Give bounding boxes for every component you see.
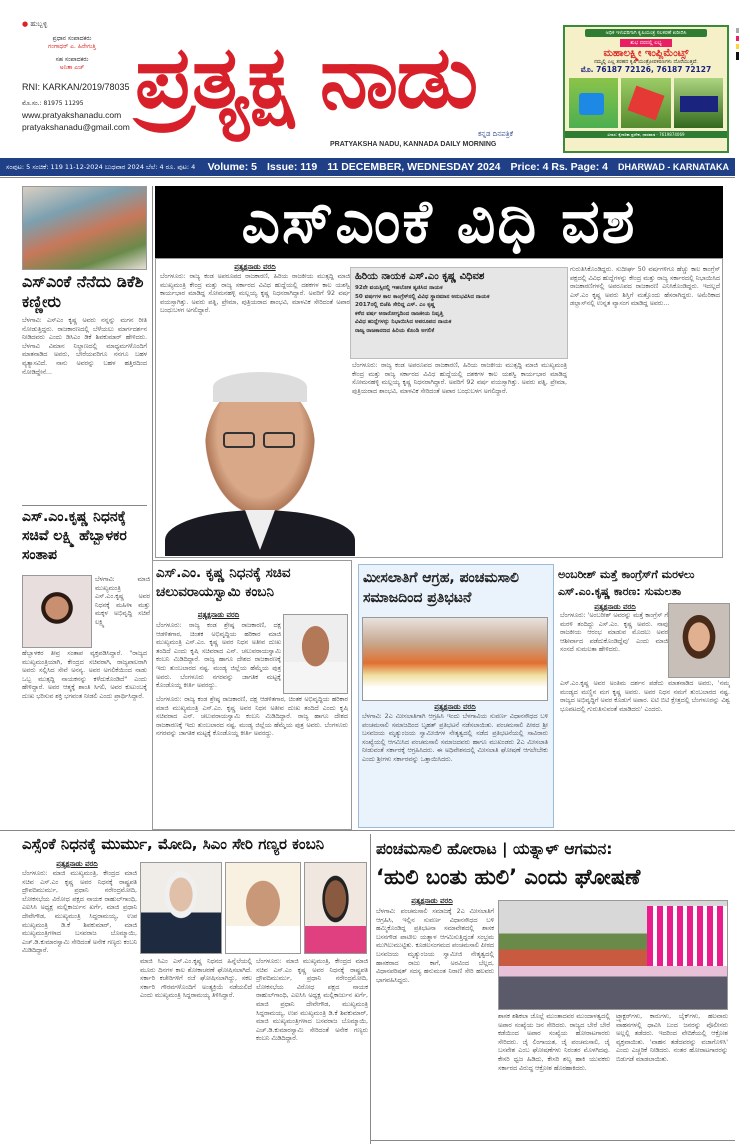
story-sumalatha-byline: ಪ್ರತ್ಯಕ್ಷನಾಡು ವರದಿ [594,603,636,611]
lead-body-middle: ಬೆಂಗಳೂರು: ರಾಜ್ಯ ಕಂಡ ಅಪರೂಪದ ರಾಜಕಾರಣಿ, ಹಿರಿಯ ರಾಜಕೀಯ ಮುತ್ಸದ್ದಿ ಮಾಜಿ ಮುಖ್ಯಮಂತ್ರಿ ಕೇಂದ್ರ ಮತ್ತು ರಾಜ್ಯ ಸರ್ಕಾರದ ವಿವಿಧ ಹುದ್ದೆಯಲ್ಲಿ ದಶಕಗಳ ಕಾಲ ಯಶಸ್ವಿ ಕಾರ್ಯಭಾರ ಮಾಡಿದ್ದ ಸೋಮನಹಳ್ಳಿ ಮಲ್ಲಯ್ಯ ಕೃಷ್ಣ ನಿಧನರಾಗಿದ್ದಾರೆ. ಅವರಿಗೆ 92 ವರ್ಷ ವಯಸ್ಸಾಗಿತ್ತು. ಅವರು ಪತ್ನಿ, ಪ್ರೇಮಾ, ಪುತ್ರಿಯರಾದ ಶಾಂಭವಿ, ಮಾಳವಿಕ ಸೇರಿದಂತೆ ಅಪಾರ ಬಂಧುಬಳಗ ಅಗಲಿದ್ದಾರೆ. [352,362,567,395]
editor-name: ಗಂಗಾಧರ್ ಎ. ಹಿರೇಗುತ್ತಿ [48,43,96,50]
subtitle-english: PRATYAKSHA NADU, KANNADA DAILY MORNING [330,141,497,148]
story-tributes-body-col2: ಮಾಜಿ ಸಿಎಂ ಎಸ್.ಎಂ.ಕೃಷ್ಣ ನಿಧನದ ಹಿನ್ನೆಲೆಯಲ್ಲಿ ಮೂರು ದಿನಗಳ ಕಾಲ ಶೋಕಾಚರಣೆ ಘೋಷಿಸಲಾಗಿದೆ. ಸರ್ಕಾರಿ ಕಚೇರಿಗಳಿಗೆ ರಜೆ ಘೋಷಿಸಲಾಗಿದ್ದು, ಸಕಲ ಸರ್ಕಾರಿ ಗೌರವಗಳೊಂದಿಗೆ ಅಂತ್ಯಕ್ರಿಯೆ ನಡೆಯಲಿದೆ ಎಂದು ಮುಖ್ಯಮಂತ್ರಿ ಸಿದ್ದರಾಮಯ್ಯ ತಿಳಿಸಿದ್ದಾರೆ. [140,958,252,1000]
story-yatnal-body: ಬೆಳಗಾವಿ: ಪಂಚಮಸಾಲಿ ಸಮಾಜಕ್ಕೆ 2ಎ ಮೀಸಲಾತಿಗೆ ಆಗ್ರಹಿಸಿ, ಇಲ್ಲಿನ ಸುವರ್ಣ ವಿಧಾನಸೌಧದ ಬಳಿ ಹಮ್ಮಿಕೊಂಡಿದ್ದ ಪ್ರತಿಭಟನಾ ಸಮಾವೇಶದಲ್ಲಿ ಶಾಸಕ ಬಸನಗೌಡ ಪಾಟೀಲ ಯತ್ನಾಳ ಆಗಮಿಸುತ್ತಿದ್ದಂತೆ ಸಂಭ್ರಮ ಮುಗಿಲುಮುಟ್ಟಿತು. ಕೂಡಲಸಂಗಮದ ಪಂಚಮಸಾಲಿ ಪೀಠದ ಬಸವಜಯ ಮೃತ್ಯುಂಜಯ ಸ್ವಾಮೀಜಿ ನೇತೃತ್ವದಲ್ಲಿ ಹಾಸಕರಾದ ರಾಜು ಕಾಗೆ, ಅರವಿಂದ ಬೆಲ್ಲದ, ವಿಧಾನಪರಿಷತ್ ಸದಸ್ಯ ಹನುಮಂತ ನಿರಾಣಿ ಸೇರಿ ಹಲವರು ಭಾಗವಹಿಸಿದ್ದರು. [376,908,494,984]
lead-byline: ಪ್ರತ್ಯಕ್ಷನಾಡು ವರದಿ [234,263,276,271]
masthead-left-info [22,20,152,132]
issue-info-bar [0,158,735,176]
newspaper-title: ಪ್ರತ್ಯಕ್ಷ ನಾಡು [135,27,477,128]
location-label: DHARWAD - KARNATAKA [618,162,729,172]
subtitle-kannada: ಕನ್ನಡ ದಿನಪತ್ರಿಕೆ [478,130,514,138]
bullet-icon: ● [22,20,29,28]
story-sumalatha-side: ಬೆಂಗಳೂರು: 'ಅಂಬರೀಶ್ ಅವರನ್ನು ಮತ್ತೆ ಕಾಂಗ್ರೆಸ್ ಗೆ ಮರಳಿ ತಂದಿದ್ದು ಎಸ್.ಎಂ. ಕೃಷ್ಣ ಅವರು. ನಾವು ರಾಜಕೀಯ ಆರಂಭ ಮಾಡುವ ಮೊದಲು ಅವರ ಆಶೀರ್ವಾದ ಪಡೆದುಕೊಂಡಿದ್ದೆವು' ಎಂದು ಮಾಜಿ ಸಂಸದೆ ಸುಮಲತಾ ಹೇಳಿದರು. [560,612,668,654]
divider [0,177,735,178]
lead-body: ಬೆಂಗಳೂರು: ರಾಜ್ಯ ಕಂಡ ಅಪರೂಪದ ರಾಜಕಾರಣಿ, ಹಿರಿಯ ರಾಜಕೀಯ ಮುತ್ಸದ್ದಿ ಮಾಜಿ ಮುಖ್ಯಮಂತ್ರಿ ಕೇಂದ್ರ ಮತ್ತು ರಾಜ್ಯ ಸರ್ಕಾರದ ವಿವಿಧ ಹುದ್ದೆಯಲ್ಲಿ ದಶಕಗಳ ಕಾಲ ಯಶಸ್ವಿ ಕಾರ್ಯಭಾರ ಮಾಡಿದ್ದ ಸೋಮನಹಳ್ಳಿ ಮಲ್ಲಯ್ಯ ಕೃಷ್ಣ ನಿಧನರಾಗಿದ್ದಾರೆ. ಅವರಿಗೆ 92 ವರ್ಷ ವಯಸ್ಸಾಗಿತ್ತು. ಅವರು ಪತ್ನಿ, ಪ್ರೇಮಾ, ಪುತ್ರಿಯರಾದ ಶಾಂಭವಿ, ಮಾಳವಿಕ ಸೇರಿದಂತೆ ಅಪಾರ ಬಂಧುಬಳಗ ಅಗಲಿದ್ದಾರೆ. [160,273,350,315]
rni-number: RNI: KARKAN/2019/78035 [22,82,130,92]
ad-image-rotavator [621,78,670,128]
issue-info-kannada: ಸಂಪುಟ: 5 ಸಂಚಿಕೆ: 119 11-12-2024 ಬುಧವಾರ 2024 ಬೆಲೆ: 4 ರೂ. ಪುಟ: 4 [6,162,196,171]
highlight-item: 50 ವರ್ಷಗಳ ಕಾಲ ಕಾಂಗ್ರೆಸ್‌ನಲ್ಲಿ ವಿವಿಧ ಸ್ಥಾನಮಾನ ಅನುಭವಿಸಿದ ನಾಯಕ [355,293,490,300]
dk-shivakumar-photo [22,186,147,270]
story-tributes-headline[interactable]: ಎಸ್ಸೆಂಕೆ ನಿಧನಕ್ಕೆ ಮುರ್ಮು, ಮೋದಿ, ಸಿಎಂ ಸೇರಿ ಗಣ್ಯರ ಕಂಬನಿ [22,835,325,853]
highlight-item: ರಾಜ್ಯ ರಾಜಕಾರಣದ ಹಿರಿಯ ಕೊಂಡಿ ಅಗಲಿಕೆ [355,327,435,334]
edition-label: ಹುಬ್ಬಳ್ಳಿ [30,20,48,28]
murmu-photo [304,862,367,954]
ad-image-plough [569,78,618,128]
story-hebbalkar-side: ಬೆಳಗಾವಿ: ಮಾಜಿ ಮುಖ್ಯಮಂತ್ರಿ ಎಸ್.ಎಂ.ಕೃಷ್ಣ ಅವರ ನಿಧನಕ್ಕೆ ಮಹಿಳಾ ಮತ್ತು ಮಕ್ಕಳ ಅಭಿವೃದ್ಧಿ ಸಚಿವೆ ಲಕ್ಷ್ಮಿ [95,576,150,626]
color-registration-marks [736,28,739,60]
story-chaluvarayaswamy-body: ಬೆಂಗಳೂರು: ರಾಜ್ಯ ಕಂಡ ಶ್ರೇಷ್ಠ ರಾಜಕಾರಣಿ, ದಕ್ಷ ಆಡಳಿತಗಾರ, ಚಿಂತಕ ಅಭಿವೃದ್ಧಿಯ ಹರಿಕಾರ ಮಾಜಿ ಮುಖ್ಯಮಂತ್ರಿ ಎಸ್.ಎಂ. ಕೃಷ್ಣ ಅವರ ನಿಧನ ಅತೀವ ದುಃಖ ತಂದಿದೆ ಎಂದು ಕೃಷಿ ಸಚಿವರಾದ ಎನ್. ಚಲುವರಾಯಸ್ವಾಮಿ ಕಂಬನಿ ಮಿಡಿದಿದ್ದಾರೆ. ರಾಜ್ಯ ಹಾಗೂ ದೇಶದ ರಾಜಕಾರಣಕ್ಕೆ ಇದು ತುಂಬಲಾರದ ನಷ್ಟ. ಮಂಡ್ಯ ಜಿಲ್ಲೆಯ ಹೆಮ್ಮೆಯ ಪುತ್ರ ಅವರು. ಬೆಂಗಳೂರು ನಗರವನ್ನು ಜಾಗತಿಕ ಮಟ್ಟಕ್ಕೆ ಕೊಂಡೊಯ್ದ ಕೀರ್ತಿ ಅವರದ್ದು. [156,622,281,690]
highlight-item: ವಿವಿಧ ಹುದ್ದೆಗಳನ್ನು ನಿಭಾಯಿಸಿದ ಅಪರೂಪದ ನಾಯಕ [355,319,452,325]
ad-image-trailer [674,78,723,128]
story-panchamasali-byline: ಪ್ರತ್ಯಕ್ಷನಾಡು ವರದಿ [434,703,476,711]
masthead [0,0,750,158]
divider [370,1140,735,1141]
ad-description: ನಮ್ಮಲ್ಲಿ ಎಲ್ಲ ತರಹದ ಕೃಷಿ ಯಂತ್ರೋಪಕರಣಗಳು ದೊರೆಯುತ್ತವೆ. [594,59,698,65]
highlight-item: ಕಳೆದ ವರ್ಷ ಅನಾರೋಗ್ಯದಿಂದ ರಾಜಕೀಯ ನಿವೃತ್ತಿ [355,310,444,317]
ad-company-name: ಮಹಾಲಕ್ಷ್ಮೀ ಇಂಪ್ಲಿಮೆಂಟ್ಸ್ [603,48,689,59]
price-label: Price: 4 Rs. Page: 4 [510,161,608,173]
volume-label: Volume: 5 [207,161,257,173]
story-dks-headline[interactable]: ಎಸ್‌ಎಂಕೆ ನೆನೆದು ಡಿಕೆಶಿ ಕಣ್ಣೀರು [22,272,144,311]
lead-headline-box [155,186,723,258]
date-label: 11 DECEMBER, WEDNESDAY 2024 [327,161,501,173]
story-panchamasali-headline[interactable]: ಮೀಸಲಾತಿಗೆ ಆಗ್ರಹ, ಪಂಚಮಸಾಲಿ ಸಮಾಜದಿಂದ ಪ್ರತಿಭಟನೆ [363,570,519,606]
story-sumalatha-body: ಎಸ್.ಎಂ.ಕೃಷ್ಣ ಅವರ ಅಂತಿಮ ದರ್ಶನ ಪಡೆದು ಮಾತನಾಡಿದ ಅವರು, 'ನಮ್ಮ ಮಂಡ್ಯದ ಮಣ್ಣಿನ ಮಗ ಕೃಷ್ಣ ಅವರು. ಅವರ ನಿಧನ ನಮಗೆ ತುಂಬಲಾರದ ನಷ್ಟ. ರಾಜ್ಯದ ಅಭಿವೃದ್ಧಿಗೆ ಅವರ ಕೊಡುಗೆ ಅಪಾರ. ಐಟಿ ಬಿಟಿ ಕ್ಷೇತ್ರದಲ್ಲಿ ಬೆಂಗಳೂರನ್ನು ವಿಶ್ವ ಭೂಪಟದಲ್ಲಿ ಗುರುತಿಸುವಂತೆ ಮಾಡಿದರು' ಎಂದರು. [560,680,730,713]
highlights-title: ಹಿರಿಯ ನಾಯಕ ಎಸ್.ಎಂ ಕೃಷ್ಣ ವಿಧಿವಶ [355,271,485,282]
highlights-list [355,284,563,335]
highlight-item: 2017ರಲ್ಲಿ ಬಿಜೆಪಿ ಸೇರಿದ್ದ ಎಸ್. ಎಂ ಕೃಷ್ಣ [355,302,436,308]
story-yatnal-headline-2[interactable]: ‘ಹುಲಿ ಬಂತು ಹುಲಿ’ ಎಂದು ಘೋಷಣೆ [376,865,641,889]
coeditor-name: ಅನಿತಾ ಎಚ್ [59,64,85,71]
story-tributes-body: ಬೆಂಗಳೂರು: ಮಾಜಿ ಮುಖ್ಯಮಂತ್ರಿ, ಕೇಂದ್ರದ ಮಾಜಿ ಸಚಿವ ಎಸ್.ಎಂ ಕೃಷ್ಣ ಅವರ ನಿಧನಕ್ಕೆ ರಾಷ್ಟ್ರಪತಿ ದ್ರೌಪದಿಮುರ್ಮು, ಪ್ರಧಾನಿ ನರೇಂದ್ರಮೋದಿ, ಲೋಕಸಭೆಯ ವಿರೋಧ ಪಕ್ಷದ ನಾಯಕ ರಾಹುಲ್‌ಗಾಂಧಿ, ಎಐಸಿಸಿ ಅಧ್ಯಕ್ಷ ಮಲ್ಲಿಕಾರ್ಜುನ ಖರ್ಗೆ, ಮಾಜಿ ಪ್ರಧಾನಿ ದೇವೇಗೌಡ, ಮುಖ್ಯಮಂತ್ರಿ ಸಿದ್ದರಾಮಯ್ಯ, ಉಪ ಮುಖ್ಯಮಂತ್ರಿ ಡಿ.ಕೆ ಶಿವಕುಮಾರ್, ಮಾಜಿ ಮುಖ್ಯಮಂತ್ರಿಗಳಾದ ಬಸವರಾಜ ಬೊಮ್ಮಾಯಿ, ಎಚ್.ಡಿ.ಕುಮಾರಸ್ವಾಮಿ ಸೇರಿದಂತೆ ಅನೇಕ ಗಣ್ಯರು ಕಂಬನಿ ಮಿಡಿದಿದ್ದಾರೆ. [22,870,137,955]
divider [22,505,147,506]
lead-body-right: ಗುರುತಿಸಿಕೊಂಡಿದ್ದರು. ಸುದೀರ್ಘ 50 ವರ್ಷಗಳಿಗೂ ಹೆಚ್ಚು ಕಾಲ ಕಾಂಗ್ರೆಸ್ ಪಕ್ಷದಲ್ಲಿ ವಿವಿಧ ಹುದ್ದೆಗಳನ್ನು ಕೇಂದ್ರ ಮತ್ತು ರಾಜ್ಯ ಸರ್ಕಾರದಲ್ಲಿ ನಿಭಾಯಿಸಿದ ರಾಜಕಾರಣಿಗಳಲ್ಲಿ ಅಪರೂಪದ ರಾಜಕಾರಣಿ ಎನಿಸಿಕೊಂಡಿದ್ದರು. ಇದಲ್ಲದೆ ಎಸ್.ಎಂ ಕೃಷ್ಣ ಅವರು ಶಿಸ್ತಿಗೆ ಮತ್ತೊಂದು ಹೆಸರಾಗಿದ್ದರು. ಅಮೆರಿಕಾದ ಡಲ್ಲಾಸ್‌ನಲ್ಲಿ ಉನ್ನತ ವ್ಯಾಸಂಗ ಮಾಡಿದ್ದ ಅವರು... [570,266,720,308]
story-sumalatha-headline[interactable]: ಅಂಬರೀಶ್ ಮತ್ತೆ ಕಾಂಗ್ರೆಸ್‌ಗೆ ಮರಳಲು ಎಸ್.ಎಂ.ಕೃಷ್ಣ ಕಾರಣ: ಸುಮಲತಾ [558,568,695,598]
divider [0,830,735,831]
story-yatnal-headline-1[interactable]: ಪಂಚಮಸಾಲಿ ಹೋರಾಟ | ಯತ್ನಾಳ್ ಆಗಮನ: [376,840,613,858]
modi-photo [140,862,222,954]
ad-ribbon: ಶುಭ ದರದಲ್ಲಿ ಲಭ್ಯ [620,39,672,47]
highlight-item: 92ನೇ ವಯಸ್ಸಿನಲ್ಲಿ ಇಹಲೋಕ ತ್ಯಜಿಸಿದ ನಾಯಕ [355,285,443,291]
coeditor-label: ಸಹ ಸಂಪಾದಕರು [55,56,89,63]
chaluvarayaswamy-photo [283,614,348,694]
sumalatha-photo [668,603,730,678]
story-panchamasali-body: ಬೆಳಗಾವಿ: 2ಎ ಮೀಸಲಾತಿಗಾಗಿ ಆಗ್ರಹಿಸಿ ಇಂದು ಬೆಳಗಾವಿಯ ಸುವರ್ಣ ವಿಧಾನಸೌಧದ ಬಳಿ ಪಂಚಮಸಾಲಿ ಸಮಾಜದಿಂದ ಬೃಹತ್ ಪ್ರತಿಭಟನೆ ನಡೆಸಲಾಯಿತು. ಪಂಚಮಸಾಲಿ ಪೀಠದ ಶ್ರೀ ಬಸವಜಯ ಮೃತ್ಯುಂಜಯ ಸ್ವಾಮೀಜಿಗಳ ನೇತೃತ್ವದಲ್ಲಿ ನಡೆದ ಪ್ರತಿಭಟನೆಯಲ್ಲಿ ಸಾವಿರಾರು ಸಂಖ್ಯೆಯಲ್ಲಿ ಆಗಮಿಸಿದ ಪಂಚಮಸಾಲಿ ಸಮಾಜದವರು ಹಾಗೂ ಮುಖಂಡರು 2ಎ ಮೀಸಲಾತಿ ನೀಡುವಂತೆ ಸರ್ಕಾರಕ್ಕೆ ಆಗ್ರಹಿಸಿದರು. ಈ ಅಧಿವೇಶನದಲ್ಲಿ ಮೀಸಲಾತಿ ಘೋಷಣೆ ಆಗಲೇಬೇಕು ಎಂದು ಶ್ರೀಗಳು ಸರ್ಕಾರವನ್ನು ಒತ್ತಾಯಿಸಿದರು. [362,713,548,763]
story-chaluvarayaswamy-body-cont: ಬೆಂಗಳೂರು: ರಾಜ್ಯ ಕಂಡ ಶ್ರೇಷ್ಠ ರಾಜಕಾರಣಿ, ದಕ್ಷ ಆಡಳಿತಗಾರ, ಚಿಂತಕ ಅಭಿವೃದ್ಧಿಯ ಹರಿಕಾರ ಮಾಜಿ ಮುಖ್ಯಮಂತ್ರಿ ಎಸ್.ಎಂ. ಕೃಷ್ಣ ಅವರ ನಿಧನ ಅತೀವ ದುಃಖ ತಂದಿದೆ ಎಂದು ಕೃಷಿ ಸಚಿವರಾದ ಎನ್. ಚಲುವರಾಯಸ್ವಾಮಿ ಕಂಬನಿ ಮಿಡಿದಿದ್ದಾರೆ. ರಾಜ್ಯ ಹಾಗೂ ದೇಶದ ರಾಜಕಾರಣಕ್ಕೆ ಇದು ತುಂಬಲಾರದ ನಷ್ಟ. ಮಂಡ್ಯ ಜಿಲ್ಲೆಯ ಹೆಮ್ಮೆಯ ಪುತ್ರ ಅವರು. ಬೆಂಗಳೂರು ನಗರವನ್ನು ಜಾಗತಿಕ ಮಟ್ಟಕ್ಕೆ ಕೊಂಡೊಯ್ದ ಕೀರ್ತಿ ಅವರದ್ದು. [156,696,348,738]
lakshmi-hebbalkar-photo [22,575,92,648]
story-yatnal-body-col3: ಟ್ರ್ಯಾಕ್ಟರ್‌ಗಳು, ಕಾರುಗಳು, ಬೈಕ್‌ಗಳು, ಹಲವಾರು ವಾಹನಗಳಲ್ಲಿ ಧಾವಿಸಿ ಬಂದ ಜನರನ್ನು ಪೊಲೀಸರು ಅಲ್ಲಲ್ಲಿ ತಡೆದರು. ಇದರಿಂದ ವೇದಿಕೆಯಲ್ಲಿ ಆಕ್ರೋಶ ವ್ಯಕ್ತವಾಯಿತು. 'ವಾಹನ ತಡೆದವರನ್ನು ವಜಾಗೊಳಿಸಿ' ಎಂದು ಎಚ್ಚರಿಕೆ ನೀಡಿದರು. ನಂತರ ಹೋರಾಟಗಾರರನ್ನು ಬಿಡುಗಡೆ ಮಾಡಲಾಯಿತು. [616,1013,728,1063]
story-tributes-body-col3: ಬೆಂಗಳೂರು: ಮಾಜಿ ಮುಖ್ಯಮಂತ್ರಿ, ಕೇಂದ್ರದ ಮಾಜಿ ಸಚಿವ ಎಸ್.ಎಂ ಕೃಷ್ಣ ಅವರ ನಿಧನಕ್ಕೆ ರಾಷ್ಟ್ರಪತಿ ದ್ರೌಪದಿಮುರ್ಮು, ಪ್ರಧಾನಿ ನರೇಂದ್ರಮೋದಿ, ಲೋಕಸಭೆಯ ವಿರೋಧ ಪಕ್ಷದ ನಾಯಕ ರಾಹುಲ್‌ಗಾಂಧಿ, ಎಐಸಿಸಿ ಅಧ್ಯಕ್ಷ ಮಲ್ಲಿಕಾರ್ಜುನ ಖರ್ಗೆ, ಮಾಜಿ ಪ್ರಧಾನಿ ದೇವೇಗೌಡ, ಮುಖ್ಯಮಂತ್ರಿ ಸಿದ್ದರಾಮಯ್ಯ, ಉಪ ಮುಖ್ಯಮಂತ್ರಿ ಡಿ.ಕೆ ಶಿವಕುಮಾರ್, ಮಾಜಿ ಮುಖ್ಯಮಂತ್ರಿಗಳಾದ ಬಸವರಾಜ ಬೊಮ್ಮಾಯಿ, ಎಚ್.ಡಿ.ಕುಮಾರಸ್ವಾಮಿ ಸೇರಿದಂತೆ ಅನೇಕ ಗಣ್ಯರು ಕಂಬನಿ ಮಿಡಿದಿದ್ದಾರೆ. [256,958,368,1043]
advertisement[interactable] [563,25,729,153]
story-dks-body: ಬೆಳಗಾವಿ: ಎಸ್‌ಎಂ ಕೃಷ್ಣ ಅವರು ನನ್ನನ್ನು ಮಗನ ರೀತಿ ನೋಡುತ್ತಿದ್ದರು. ರಾಜಕಾರಣದಲ್ಲಿ ಬೆಳೆಯಲು ಮಾರ್ಗದರ್ಶನ ನೀಡಿದವರು ಎಂದು ಡಿಸಿಎಂ ಡಿಕೆ ಶಿವಕುಮಾರ್ ಹೇಳಿದರು. ಬೆಳಗಾವಿ ವಿಮಾನ ನಿಲ್ದಾಣದಲ್ಲಿ ಮಾಧ್ಯಮಗಳೊಂದಿಗೆ ಮಾತನಾಡಿದ ಅವರು, ಬೇರೆಯವರಿಗೂ ನನಗೂ ಬಹಳ ವ್ಯತ್ಯಾಸವಿದೆ. ನಾನು ಅವರನ್ನು ಬಹಳ ಹತ್ತಿರದಿಂದ ನೋಡಿದ್ದೇನೆ... [22,317,147,376]
story-tributes-byline: ಪ್ರತ್ಯಕ್ಷನಾಡು ವರದಿ [56,860,98,868]
story-yatnal-byline: ಪ್ರತ್ಯಕ್ಷನಾಡು ವರದಿ [411,897,453,905]
story-chaluvarayaswamy-headline[interactable]: ಎಸ್.ಎಂ. ಕೃಷ್ಣ ನಿಧನಕ್ಕೆ ಸಚಿವ ಚಲುವರಾಯಸ್ವಾಮಿ ಕಂಬನಿ [156,565,291,600]
story-hebbalkar-headline[interactable]: ಎಸ್.ಎಂ.ಕೃಷ್ಣ ನಿಧನಕ್ಕೆ ಸಚಿವೆ ಲಕ್ಷ್ಮಿ ಹೆಬ್ಬಾಳಕರ ಸಂತಾಪ [22,509,127,563]
story-chaluvarayaswamy-byline: ಪ್ರತ್ಯಕ್ಷನಾಡು ವರದಿ [197,611,240,619]
lead-headline[interactable]: ಎಸ್‌ಎಂಕೆ ವಿಧಿ ವಶ [241,187,637,257]
sm-krishna-portrait [165,370,355,556]
editor-label: ಪ್ರಧಾನ ಸಂಪಾದಕರು [52,35,92,42]
email-link[interactable]: pratyakshanadu@gmail.com [22,122,130,132]
yatnal-rally-photo [498,900,728,1010]
phone-number: ಮೊ.ಸಂ.: 81975 11295 [22,100,84,107]
ad-top-banner: ಅಧಿಕ ಇಳುವರಿಗಾಗಿ ಕೃಷಿಯಂತ್ರ ಸಲಕರಣೆ ಖರೀದಿಸಿ [585,29,707,37]
ad-footer: ವಿಳಾಸ: ಕೈಗಾರಿಕಾ ಪ್ರದೇಶ, ಧಾರವಾಡ - 7619874069 [565,131,727,138]
ad-phone: ಮೊ. 76187 72126, 76187 72127 [580,65,712,74]
story-yatnal-body-col2: ಶಾಸಕ ಶಶಿಕಲಾ ಜೊಲ್ಲೆ ಮುಂತಾದವರ ಮುಂದಾಳತ್ವದಲ್ಲಿ ಅಪಾರ ಸಂಖ್ಯೆಯ ಜನ ಸೇರಿದರು. ರಾಜ್ಯದ ಬೇರೆ ಬೇರೆ ಕಡೆಯಿಂದ ಅಪಾರ ಸಂಖ್ಯೆಯ ಹೋರಾಟಗಾರರು ಸೇರಿದರು. ಜೈ ಲಿಂಗಾಯತ, ಜೈ ಪಂಚಮಸಾಲಿ, ಜೈ ಬಸವೇಶ ಎಂಬ ಘೋಷಣೆಗಳು ನಿರಂತರ ಮೊಳಗಿದವು. ಕೇಸರಿ ಧ್ವಜ ಹಿಡಿದು, ಕೇಸರಿ ಶಲ್ಯ ಹಾಕಿ ಯುವಕರು ಸರ್ಕಾರದ ವಿರುದ್ಧ ಆಕ್ರೋಶ ಹೊರಹಾಕಿದರು. [498,1013,610,1072]
lead-highlights-box [350,267,568,359]
column-rule [370,834,371,1144]
issue-label: Issue: 119 [267,161,318,173]
website-link[interactable]: www.pratyakshanadu.com [22,110,122,120]
siddaramaiah-photo [225,862,301,954]
story-hebbalkar-body: ಹೆಬ್ಬಾಳಕರ ತೀವ್ರ ಸಂತಾಪ ವ್ಯಕ್ತಪಡಿಸಿದ್ದಾರೆ. "ರಾಜ್ಯದ ಮುಖ್ಯಮಂತ್ರಿಯಾಗಿ, ಕೇಂದ್ರದ ಸಚಿವರಾಗಿ, ರಾಜ್ಯಪಾಲರಾಗಿ ಅವರು ಸಲ್ಲಿಸಿದ ಸೇವೆ ಅನನ್ಯ. ಅವರ ಅಗಲಿಕೆಯಿಂದ ನಾಡು ಒಬ್ಬ ಮುತ್ಸದ್ದಿ ನಾಯಕನನ್ನು ಕಳೆದುಕೊಂಡಿದೆ" ಎಂದು ಹೇಳಿದ್ದಾರೆ. ಅವರ ಆತ್ಮಕ್ಕೆ ಶಾಂತಿ ಸಿಗಲಿ, ಅವರ ಕುಟುಂಬಕ್ಕೆ ದುಃಖ ಭರಿಸುವ ಶಕ್ತಿ ಭಗವಂತ ನೀಡಲಿ ಎಂದು ಪ್ರಾರ್ಥಿಸಿದ್ದಾರೆ. [22,650,147,700]
panchamasali-protest-photo [362,617,548,701]
